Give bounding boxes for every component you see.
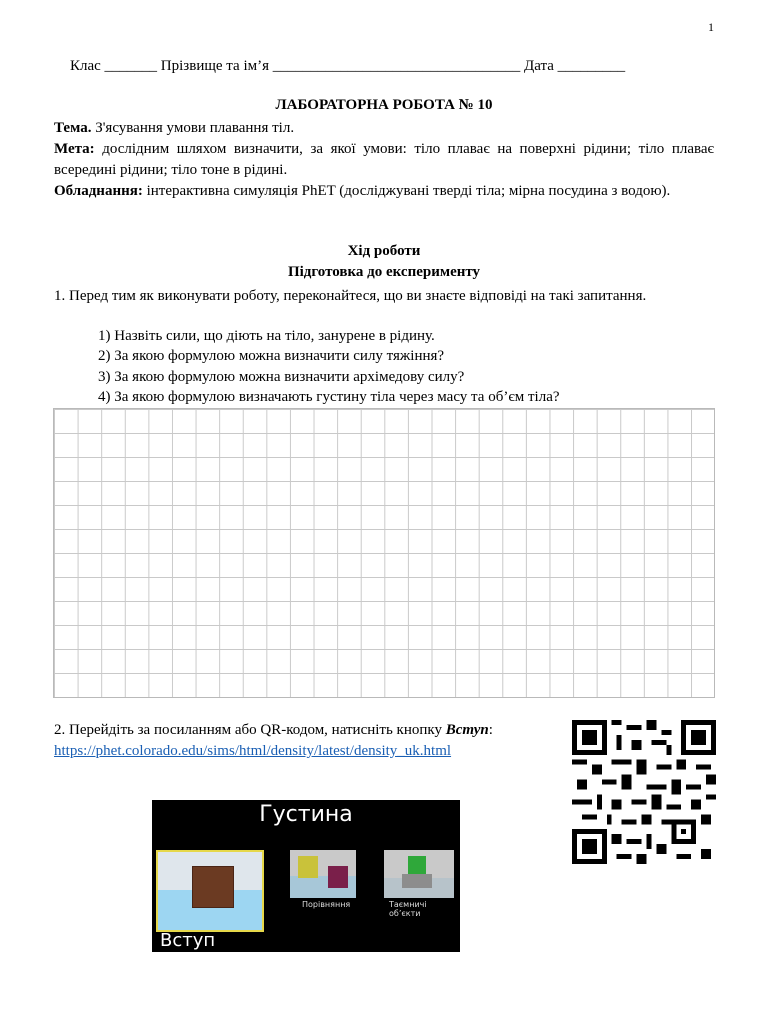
simulation-title: Густина — [259, 802, 353, 827]
intro-button-name: Вступ — [445, 722, 489, 738]
intro-screen-label[interactable]: Вступ — [160, 930, 216, 951]
phet-link[interactable]: https://phet.colorado.edu/sims/html/density/latest/density_uk.html — [54, 743, 452, 759]
compare-screen-label[interactable]: Порівняння — [302, 900, 351, 909]
goal-text: дослідним шляхом визначити, за якої умови: тіло плаває на поверхні рідини; тіло плаває всередині рідини; тіло тоне в рідині. — [54, 141, 714, 178]
student-header-line: Клас _______ Прізвище та ім’я _________________________________ Дата _________ — [70, 58, 626, 74]
answer-grid[interactable] — [53, 408, 715, 698]
simulation-preview[interactable] — [152, 800, 460, 952]
section-title: Хід роботи — [347, 243, 421, 259]
step-2-text: 2. Перейдіть за посиланням або QR-кодом, натисніть кнопку — [54, 722, 442, 738]
topic-text: З'ясування умови плавання тіл. — [91, 120, 295, 136]
step-2-paragraph — [54, 720, 562, 762]
compare-screen-thumbnail[interactable] — [290, 850, 356, 898]
green-block-illustration — [408, 856, 426, 874]
question-1: 1) Назвіть сили, що діють на тіло, занурене в рідину. — [98, 328, 435, 344]
brick-block-illustration — [192, 866, 234, 908]
equipment-label: Обладнання: — [54, 183, 143, 199]
step-1-text: 1. Перед тим як виконувати роботу, переконайтеся, що ви знаєте відповіді на такі запитання. — [54, 288, 647, 304]
topic-line — [54, 118, 714, 139]
topic-label: Тема. — [54, 120, 92, 136]
question-4: 4) За якою формулою визначають густину тіла через масу та об’єм тіла? — [98, 389, 560, 405]
question-2: 2) За якою формулою можна визначити силу тяжіння? — [98, 348, 445, 364]
mystery-screen-thumbnail[interactable] — [384, 850, 454, 898]
page-number: 1 — [708, 20, 714, 34]
step-2-colon: : — [488, 722, 493, 738]
intro-screen-thumbnail[interactable] — [156, 850, 264, 932]
scale-illustration — [402, 874, 432, 888]
mystery-screen-label[interactable]: Таємничі об’єкти — [389, 900, 427, 918]
subsection-title: Підготовка до експерименту — [287, 264, 481, 280]
lab-title: ЛАБОРАТОРНА РОБОТА № 10 — [275, 97, 493, 113]
qr-code[interactable] — [572, 720, 716, 864]
question-3: 3) За якою формулою можна визначити архімедову силу? — [98, 369, 465, 385]
goal-paragraph — [54, 139, 714, 181]
goal-label: Мета: — [54, 141, 95, 157]
yellow-block-illustration — [298, 856, 318, 878]
equipment-paragraph — [54, 181, 714, 202]
purple-block-illustration — [328, 866, 348, 888]
equipment-text: інтерактивна симуляція PhET (досліджувані тверді тіла; мірна посудина з водою). — [142, 183, 671, 199]
